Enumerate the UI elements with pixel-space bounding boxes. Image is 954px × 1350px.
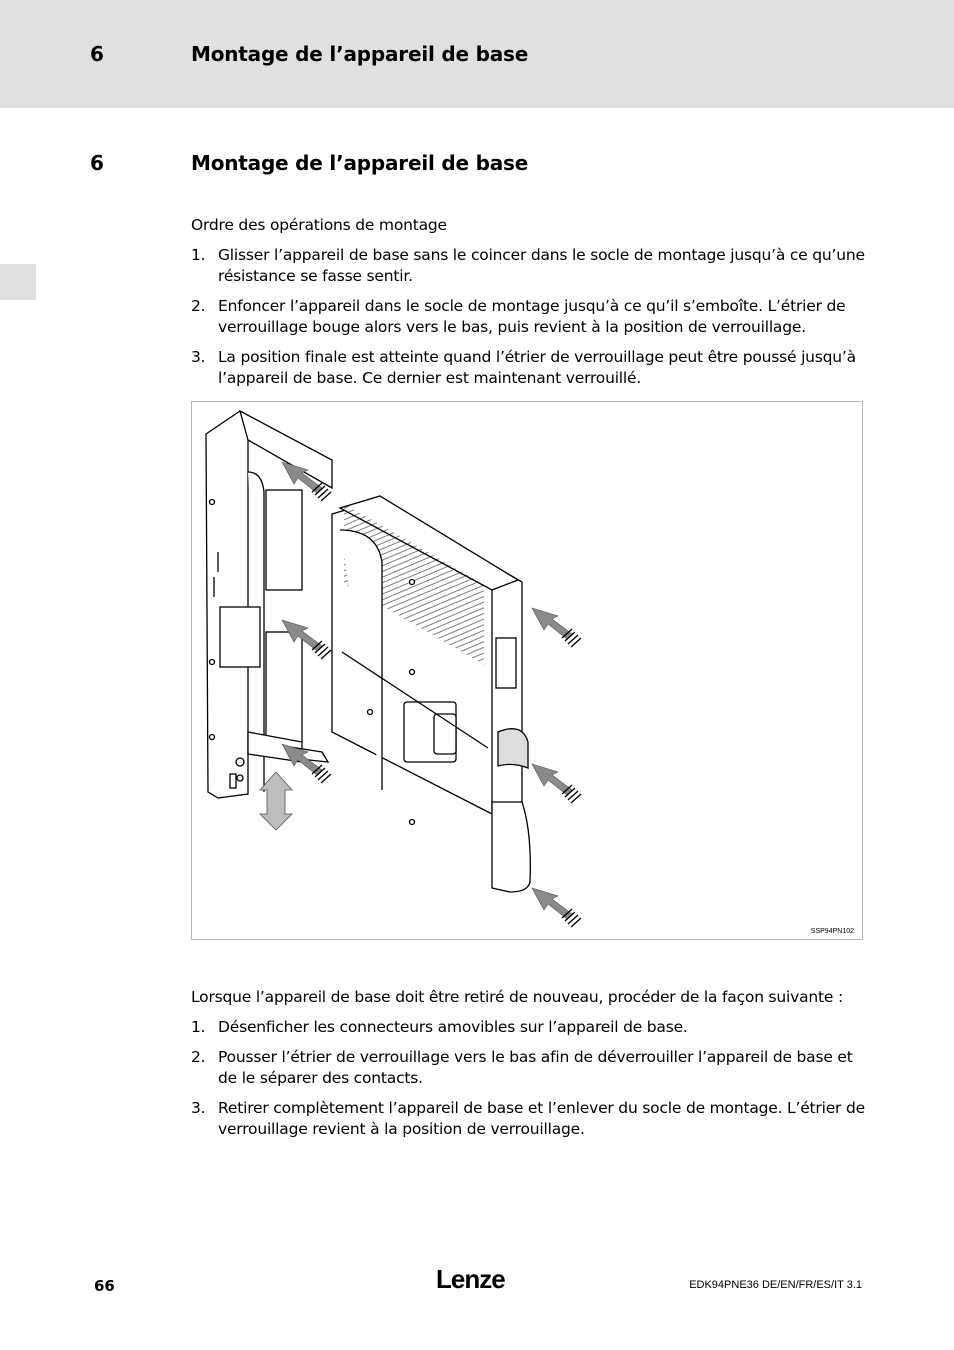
step-text: Enfoncer l’appareil dans le socle de montage jusqu’à ce qu’il s’emboîte. L’étrier de verrouillage bouge alors vers le bas, puis revient à la position de verrouillage. [218,297,846,336]
device-drawing [192,402,864,941]
list-item [191,1017,871,1038]
removal-steps-list [191,1017,871,1149]
step-number: 2. [191,1048,206,1066]
section-title: Montage de l’appareil de base [191,151,529,175]
lenze-logo: Lenze [436,1264,505,1294]
mounting-steps-list [191,245,871,398]
list-item [191,1098,871,1140]
removal-intro: Lorsque l’appareil de base doit être retiré de nouveau, procéder de la façon suivante : [191,988,844,1006]
step-number: 1. [191,1018,206,1036]
step-text: Glisser l’appareil de base sans le coincer dans le socle de montage jusqu’à ce qu’une résistance se fasse sentir. [218,246,865,285]
document-id: EDK94PNE36 DE/EN/FR/ES/IT 3.1 [689,1279,862,1291]
list-item [191,245,871,287]
section-number: 6 [90,151,104,175]
step-number: 3. [191,348,206,366]
mounting-base [206,411,332,798]
step-text: Pousser l’étrier de verrouillage vers le bas afin de déverrouiller l’appareil de base et de le séparer des contacts. [218,1048,853,1087]
step-number: 3. [191,1099,206,1117]
list-item [191,296,871,338]
list-item [191,1047,871,1089]
step-text: La position finale est atteinte quand l’étrier de verrouillage peut être poussé jusqu’à l’appareil de base. Ce dernier est maintenant verrouillé. [218,348,856,387]
step-number: 1. [191,246,206,264]
chapter-title: Montage de l’appareil de base [191,42,529,66]
chapter-header-band [0,0,954,108]
figure-code: SSP94PN102 [810,928,854,935]
mounting-intro: Ordre des opérations de montage [191,216,447,234]
step-text: Désenficher les connecteurs amovibles sur l’appareil de base. [218,1018,688,1036]
base-device [332,496,530,892]
up-down-arrow [260,772,292,830]
page-number: 66 [94,1277,115,1295]
list-item [191,347,871,389]
chapter-number: 6 [90,42,104,66]
mounting-illustration [191,401,863,940]
step-text: Retirer complètement l’appareil de base et l’enlever du socle de montage. L’étrier de verrouillage revient à la position de verrouillage. [218,1099,865,1138]
step-number: 2. [191,297,206,315]
chapter-side-tab [0,264,36,300]
